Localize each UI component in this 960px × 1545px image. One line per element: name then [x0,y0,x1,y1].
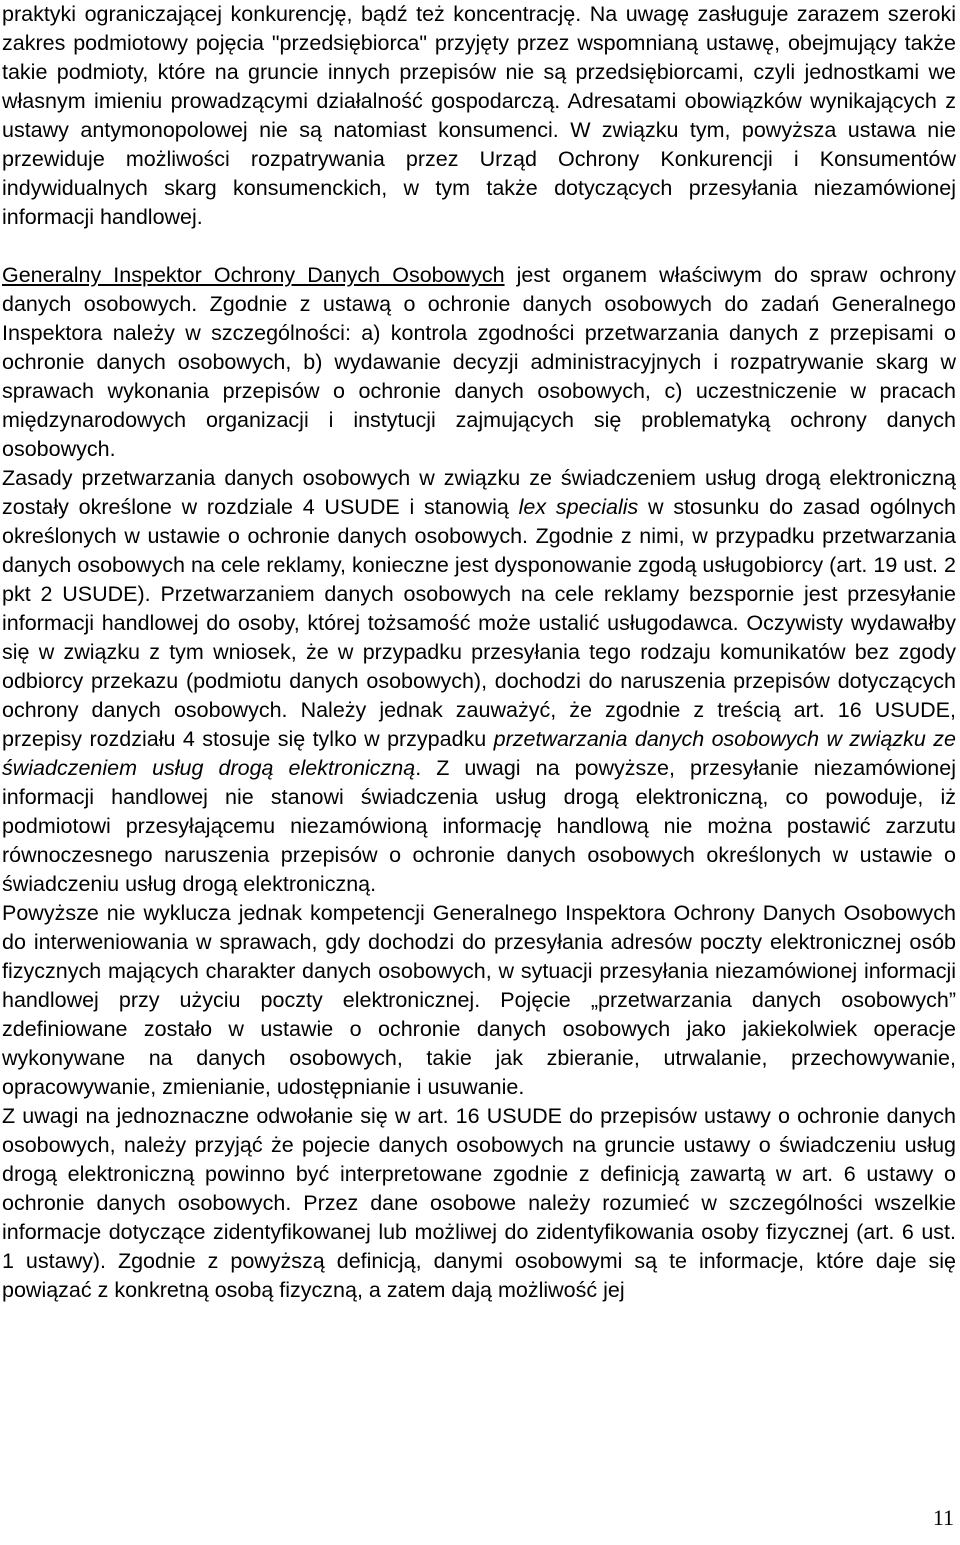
giodo-link[interactable]: Generalny Inspektor Ochrony Danych Osobowych [2,263,505,287]
paragraph-giodo [2,261,956,464]
page-number: 11 [932,1505,954,1530]
processing-rules-text-c: . Z uwagi na powyższe, przesyłanie niezamówionej informacji handlowej nie stanowi świadczenia usług drogą elektroniczną, co powoduje, iż podmiotowi przesyłającemu niezamówioną informację handlową nie można postawić zarzutu równoczesnego naruszenia przepisów o ochronie danych osobowych określonych w ustawie o świadczeniu usług drogą elektroniczną. [2,756,956,896]
processing-rules-text-b: w stosunku do zasad ogólnych określonych w ustawie o ochronie danych osobowych. Zgodnie z nimi, w przypadku przetwarzania danych osobowych na cele reklamy, konieczne jest dysponowanie zgodą usługobiorcy (art. 19 ust. 2 pkt 2 USUDE). Przetwarzaniem danych osobowych na cele reklamy bezspornie jest przesyłanie informacji handlowej do osoby, której tożsamość może ustalić usługodawca. Oczywisty wydawałby się w związku z tym wniosek, że w przypadku przesyłania tego rodzaju komunikatów bez zgody odbiorcy przekazu (podmiotu danych osobowych), dochodzi do naruszenia przepisów dotyczących ochrony danych osobowych. Należy jednak zauważyć, że zgodnie z treścią art. 16 USUDE, przepisy rozdziału 4 stosuje się tylko w przypadku [2,495,956,751]
paragraph-giodo-competence: Powyższe nie wyklucza jednak kompetencji Generalnego Inspektora Ochrony Danych Osobowych do interweniowania w sprawach, gdy dochodzi do przesyłania adresów poczty elektronicznej osób fizycznych mających charakter danych osobowych, w sytuacji przesyłania niezamówionej informacji handlowej przy użyciu poczty elektronicznej. Pojęcie „przetwarzania danych osobowych” zdefiniowane zostało w ustawie o ochronie danych osobowych jako jakiekolwiek operacje wykonywane na danych osobowych, takie jak zbieranie, utrwalanie, przechowywanie, opracowywanie, zmienianie, udostępnianie i usuwanie. [2,901,956,1099]
processing-rules-text-a: Zasady przetwarzania danych osobowych w związku ze świadczeniem usług drogą elektroniczną zostały określone w rozdziale 4 USUDE i stanowią [2,466,956,519]
paragraph-personal-data-definition: Z uwagi na jednoznaczne odwołanie się w art. 16 USUDE do przepisów ustawy o ochronie danych osobowych, należy przyjąć że pojecie danych osobowych na gruncie ustawy o świadczeniu usług drogą elektroniczną powinno być interpretowane zgodnie z definicją zawartą w art. 6 ustawy o ochronie danych osobowych. Przez dane osobowe należy rozumieć w szczególności wszelkie informacje dotyczące zidentyfikowanej lub możliwej do zidentyfikowania osoby fizycznej (art. 6 ust. 1 ustawy). Zgodnie z powyższą definicją, danymi osobowymi są te informacje, które daje się powiązać z konkretną osobą fizyczną, a zatem dają możliwość jej [2,1104,956,1302]
lex-specialis-italic: lex specialis [518,495,639,519]
paragraph-processing-rules [2,464,956,899]
paragraph-competition: praktyki ograniczającej konkurencję, bądź też koncentrację. Na uwagę zasługuje zarazem szeroki zakres podmiotowy pojęcia "przedsiębiorca" przyjęty przez wspomnianą ustawę, obejmujący także takie podmioty, które na gruncie innych przepisów nie są przedsiębiorcami, czyli jednostkami we własnym imieniu prowadzącymi działalność gospodarczą. Adresatami obowiązków wynikających z ustawy antymonopolowej nie są natomiast konsumenci. W związku tym, powyższa ustawa nie przewiduje możliwości rozpatrywania przez Urząd Ochrony Konkurencji i Konsumentów indywidualnych skarg konsumenckich, w tym także dotyczących przesyłania niezamówionej informacji handlowej. [2,2,956,229]
processing-italic-phrase: przetwarzania danych osobowych w związku ze świadczeniem usług drogą elektroniczną [2,727,956,780]
paragraph-gap [2,232,956,261]
document-body [2,0,956,1305]
paragraph-giodo-text: jest organem właściwym do spraw ochrony danych osobowych. Zgodnie z ustawą o ochronie danych osobowych do zadań Generalnego Inspektora należy w szczególności: a) kontrola zgodności przetwarzania danych z przepisami o ochronie danych osobowych, b) wydawanie decyzji administracyjnych i rozpatrywanie skarg w sprawach wykonania przepisów o ochronie danych osobowych, c) uczestniczenie w pracach międzynarodowych organizacji i instytucji zajmujących się problematyką ochrony danych osobowych. [2,263,956,461]
